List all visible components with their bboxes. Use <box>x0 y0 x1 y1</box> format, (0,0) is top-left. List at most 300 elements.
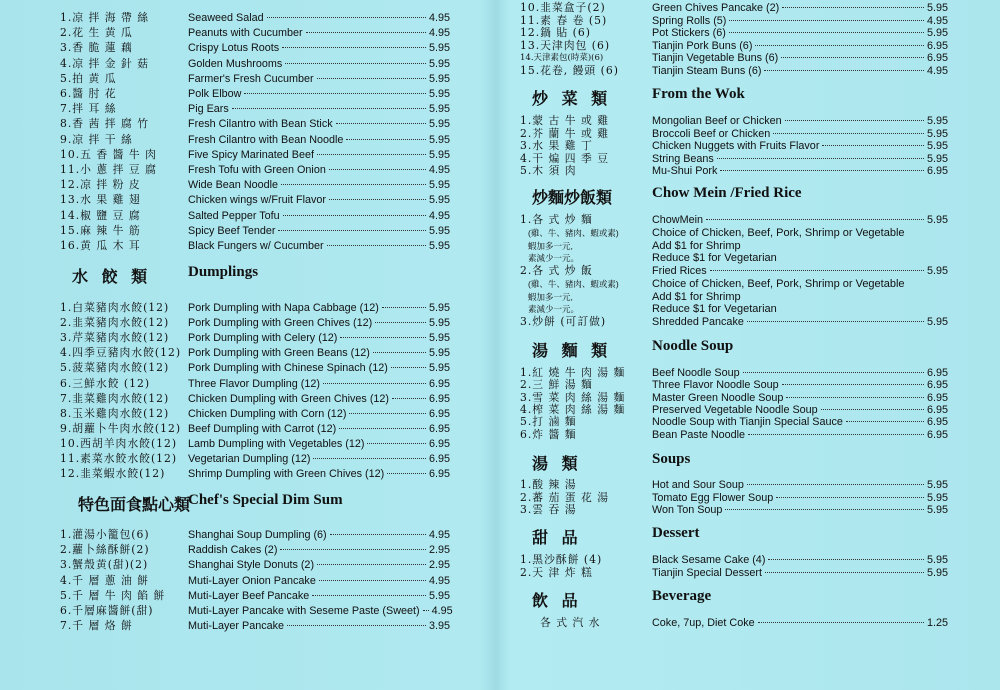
item-price: 6.95 <box>428 377 450 390</box>
item-chinese-name: 11.素 春 卷 (5) <box>520 13 608 27</box>
section-english-title: Beverage <box>652 588 712 604</box>
leader-dots <box>327 245 426 246</box>
item-english-line <box>188 574 450 588</box>
item-english-line <box>188 361 450 375</box>
item-price: 3.95 <box>428 620 450 633</box>
item-price: 5.95 <box>926 491 948 504</box>
item-price: 4.95 <box>428 529 450 541</box>
item-name: Mu-Shui Pork <box>652 165 718 178</box>
item-price: 4.95 <box>428 209 450 222</box>
item-chinese-name: 15.麻 辣 牛 筋 <box>60 223 141 237</box>
item-name: Polk Elbow <box>188 88 242 100</box>
leader-dots <box>786 397 924 398</box>
leader-dots <box>339 428 426 429</box>
item-name: Hot and Sour Soup <box>652 479 744 491</box>
item-name: Pork Dumpling with Green Chives (12) <box>188 317 373 330</box>
menu-row <box>60 301 460 315</box>
leader-dots <box>346 139 426 140</box>
item-chinese-name: 2.三 鮮 湯 麵 <box>520 378 593 392</box>
section-english-title: Noodle Soup <box>652 338 734 354</box>
item-chinese-name: 14.椒 鹽 豆 腐 <box>60 208 141 222</box>
item-price: 2.95 <box>428 544 450 557</box>
item-price: 5.95 <box>926 566 948 579</box>
leader-dots <box>278 230 426 231</box>
menu-row <box>60 163 460 177</box>
section-english-title: Chef's Special Dim Sum <box>188 492 343 508</box>
menu-row <box>60 57 460 71</box>
item-english-line <box>188 57 450 71</box>
item-chinese-name: 4.凉 拌 金 針 菇 <box>60 56 150 70</box>
section-chinese-title: 甜 品 <box>532 528 582 547</box>
item-name: Preserved Vegetable Noodle Soup <box>652 403 818 416</box>
item-name: Three Flavor Noodle Soup <box>652 379 779 392</box>
item-english-line <box>188 407 450 421</box>
item-english-line <box>188 209 450 223</box>
item-price: 6.95 <box>428 407 450 420</box>
menu-row <box>520 616 950 630</box>
item-english-line <box>652 315 948 329</box>
menu-row <box>520 428 950 442</box>
item-name: Black Sesame Cake (4) <box>652 554 766 566</box>
menu-row <box>60 193 460 207</box>
item-name: Fried Rices <box>652 265 707 277</box>
item-chinese-name: 2.花 生 黄 瓜 <box>60 26 133 40</box>
leader-dots <box>387 473 426 474</box>
item-name: Tianjin Steam Buns (6) <box>652 64 762 77</box>
item-chinese-name: 7.韭菜雞肉水餃(12) <box>60 391 170 405</box>
item-name: Crispy Lotus Roots <box>188 42 280 55</box>
item-price: 5.95 <box>926 504 948 516</box>
item-chinese-name: 13.水 果 雞 翅 <box>60 193 141 207</box>
section-english-title: Dessert <box>652 525 700 541</box>
item-price: 4.95 <box>428 12 450 24</box>
item-price: 5.95 <box>926 265 948 277</box>
item-english-line <box>188 117 450 131</box>
item-chinese-name: 各 式 汽 水 <box>540 616 601 629</box>
section-chinese-title: 湯 類 <box>532 454 582 473</box>
item-price: 5.95 <box>428 148 450 161</box>
item-chinese-note: 素減少一元。 <box>528 304 580 314</box>
item-price: 5.95 <box>428 302 450 314</box>
item-price: 4.95 <box>428 27 450 40</box>
item-chinese-name: 12.韭菜蝦水餃(12) <box>60 467 166 481</box>
item-price: 6.95 <box>428 422 450 435</box>
leader-dots <box>764 70 924 71</box>
item-description: Add $1 for Shrimp <box>652 290 741 303</box>
item-price: 5.95 <box>926 2 948 14</box>
item-name: Fresh Tofu with Green Onion <box>188 164 326 176</box>
menu-row <box>520 164 950 178</box>
item-price: 5.95 <box>926 554 948 566</box>
item-price: 5.95 <box>926 479 948 491</box>
item-english-line <box>652 428 948 442</box>
item-english-line <box>188 331 450 345</box>
leader-dots <box>729 20 924 21</box>
item-price: 2.95 <box>428 559 450 572</box>
item-chinese-name: 3.雲 吞 湯 <box>520 503 577 516</box>
section-dessert <box>520 525 950 547</box>
item-english-line <box>188 316 450 330</box>
item-name: Spicy Beef Tender <box>188 224 276 237</box>
leader-dots <box>317 78 426 79</box>
item-name: Master Green Noodle Soup <box>652 391 784 404</box>
menu-row <box>60 11 460 25</box>
menu-row <box>60 316 460 330</box>
section-from-the-wok <box>520 86 950 108</box>
item-name: Shanghai Style Donuts (2) <box>188 559 315 572</box>
menu-row <box>60 72 460 86</box>
leader-dots <box>782 7 924 8</box>
leader-dots <box>232 108 426 109</box>
item-chinese-name: 13.天津肉包 (6) <box>520 38 611 52</box>
menu-row <box>520 315 950 329</box>
item-name: Chicken wings w/Fruit Flavor <box>188 194 326 207</box>
leader-dots <box>244 93 426 94</box>
menu-row <box>60 148 460 162</box>
leader-dots <box>285 63 426 64</box>
section-beverage <box>520 588 950 610</box>
item-name: Golden Mushrooms <box>188 57 283 70</box>
item-price: 6.95 <box>428 392 450 405</box>
leader-dots <box>329 199 426 200</box>
item-name: Chicken Dumpling with Green Chives (12) <box>188 392 390 405</box>
item-chinese-note: 蝦加多一元, <box>528 240 573 251</box>
item-chinese-name: 8.香 茜 拌 腐 竹 <box>60 117 150 131</box>
item-price: 6.95 <box>428 468 450 481</box>
menu-row <box>60 209 460 223</box>
item-english-line <box>188 422 450 436</box>
item-english-line <box>188 224 450 238</box>
item-english-line <box>188 239 450 253</box>
item-chinese-name: 3.芹菜豬肉水餃(12) <box>60 331 170 345</box>
menu-row <box>60 422 460 436</box>
item-english-line <box>188 72 450 86</box>
item-english-line <box>188 558 450 572</box>
item-price: 6.95 <box>926 416 948 429</box>
menu-row <box>520 503 950 517</box>
menu-row <box>60 392 460 406</box>
item-description: Reduce $1 for Vegetarian <box>652 252 777 264</box>
menu-row <box>60 178 460 192</box>
leader-dots <box>773 133 924 134</box>
item-chinese-note: 素減少一元。 <box>528 253 580 263</box>
item-price: 5.95 <box>428 240 450 252</box>
leader-dots <box>306 32 426 33</box>
item-price: 5.95 <box>428 118 450 131</box>
item-name: Chicken Nuggets with Fruits Flavor <box>652 140 820 153</box>
item-name: Muti-Layer Beef Pancake <box>188 589 310 602</box>
leader-dots <box>782 384 924 385</box>
item-name: Tianjin Vegetable Buns (6) <box>652 52 779 64</box>
item-price: 5.95 <box>428 179 450 192</box>
section-english-title: Chow Mein /Fried Rice <box>652 185 802 201</box>
item-price: 5.95 <box>926 152 948 165</box>
item-name: Spring Rolls (5) <box>652 14 727 27</box>
item-english-line <box>652 64 948 78</box>
item-chinese-name: 16.黄 瓜 木 耳 <box>60 239 141 252</box>
item-price: 5.95 <box>926 316 948 328</box>
item-chinese-name: 1.灌湯小籠包(6) <box>60 528 150 541</box>
section-chinese-title: 炒麵炒飯類 <box>532 188 613 207</box>
leader-dots <box>720 170 924 171</box>
menu-row <box>60 407 460 421</box>
menu-row <box>60 87 460 101</box>
menu-row <box>60 377 460 391</box>
item-price: 5.95 <box>428 194 450 207</box>
item-english-line <box>188 163 450 177</box>
item-chinese-name: 12.鍋 貼 (6) <box>520 26 591 39</box>
leader-dots <box>317 154 426 155</box>
item-price: 6.95 <box>926 165 948 178</box>
item-chinese-name: 6.醬 肘 花 <box>60 87 117 100</box>
item-chinese-name: 1.黑沙酥餅 (4) <box>520 553 603 566</box>
item-price: 5.95 <box>428 317 450 330</box>
item-chinese-name: 14.天津素包(時菜)(6) <box>520 53 604 63</box>
item-name: Chicken Dumpling with Corn (12) <box>188 407 347 420</box>
item-english-line <box>652 164 948 178</box>
section-chinese-title: 炒 菜 類 <box>532 89 612 108</box>
section-chinese-title: 水 餃 類 <box>72 267 152 286</box>
item-english-line <box>188 11 450 25</box>
leader-dots <box>367 443 426 444</box>
item-price: 5.95 <box>428 42 450 55</box>
item-english-line <box>188 148 450 162</box>
item-chinese-name: 10.西胡羊肉水餃(12) <box>60 436 178 450</box>
item-chinese-name: 12.凉 拌 粉 皮 <box>60 178 141 192</box>
leader-dots <box>717 158 924 159</box>
leader-dots <box>382 307 426 308</box>
item-price: 5.95 <box>428 103 450 116</box>
item-price: 6.95 <box>926 428 948 441</box>
item-name: Lamb Dumpling with Vegetables (12) <box>188 437 365 450</box>
item-price: 4.95 <box>428 164 450 176</box>
item-price: 6.95 <box>926 391 948 404</box>
item-chinese-name: 3.雪 菜 肉 絲 湯 麵 <box>520 390 626 404</box>
item-chinese-name: 7.拌 耳 絲 <box>60 102 117 116</box>
item-name: Pork Dumpling with Chinese Spinach (12) <box>188 362 388 375</box>
section-soups <box>520 451 950 473</box>
item-name: Bean Paste Noodle <box>652 428 746 441</box>
item-name: Peanuts with Cucumber <box>188 27 303 40</box>
menu-row <box>60 239 460 253</box>
leader-dots <box>755 45 924 46</box>
item-english-line <box>188 346 450 360</box>
item-name: Fresh Cilantro with Bean Stick <box>188 118 333 131</box>
item-name: Green Chives Pancake (2) <box>652 2 780 14</box>
item-description: Reduce $1 for Vegetarian <box>652 303 777 315</box>
leader-dots <box>706 219 924 220</box>
leader-dots <box>710 270 924 271</box>
item-price: 4.95 <box>926 64 948 77</box>
item-english-line <box>188 392 450 406</box>
item-english-line <box>188 604 453 618</box>
leader-dots <box>765 572 924 573</box>
menu-row <box>60 41 460 55</box>
leader-dots <box>743 372 924 373</box>
item-name: Wide Bean Noodle <box>188 179 279 192</box>
item-chinese-name: 2.蕃 茄 蛋 花 湯 <box>520 490 610 504</box>
item-price: 6.95 <box>926 379 948 392</box>
leader-dots <box>392 398 426 399</box>
item-name: Black Fungers w/ Cucumber <box>188 240 324 252</box>
item-english-line <box>188 41 450 55</box>
item-english-line <box>188 301 450 315</box>
leader-dots <box>373 352 426 353</box>
item-english-line <box>652 566 948 580</box>
item-chinese-note: (雞、牛、豬肉、蝦或素) <box>528 228 619 238</box>
item-price: 1.25 <box>926 617 948 629</box>
item-price: 5.95 <box>926 115 948 127</box>
menu-row <box>60 117 460 131</box>
menu-row <box>60 543 460 557</box>
leader-dots <box>747 484 924 485</box>
item-chinese-name: 10.韭菜盒子(2) <box>520 1 606 14</box>
menu-row <box>60 26 460 40</box>
item-name: Muti-Layer Onion Pancake <box>188 574 316 587</box>
item-chinese-name: 1.蒙 古 牛 或 雞 <box>520 114 610 127</box>
menu-row <box>520 64 950 78</box>
leader-dots <box>312 595 426 596</box>
menu-row <box>60 133 460 147</box>
leader-dots <box>280 549 426 550</box>
item-name: String Beans <box>652 152 714 165</box>
item-name: Coke, 7up, Diet Coke <box>652 617 755 629</box>
item-chinese-name: 2.芥 蘭 牛 或 雞 <box>520 126 610 140</box>
item-english-line <box>188 26 450 40</box>
item-price: 5.95 <box>428 88 450 100</box>
item-chinese-name: 2.蘿卜絲酥餅(2) <box>60 543 150 557</box>
item-name: Pork Dumpling with Napa Cabbage (12) <box>188 302 379 314</box>
item-price: 4.95 <box>926 14 948 27</box>
item-english-line <box>188 452 450 466</box>
leader-dots <box>776 497 924 498</box>
item-name: ChowMein <box>652 214 704 226</box>
section-english-title: Soups <box>652 451 691 467</box>
menu-row <box>520 213 950 227</box>
section-dim-sum <box>60 492 460 514</box>
menu-row <box>60 346 460 360</box>
leader-dots <box>287 625 426 626</box>
item-chinese-name: 8.玉米雞肉水餃(12) <box>60 406 170 420</box>
item-price: 5.95 <box>428 332 450 345</box>
menu-row <box>60 331 460 345</box>
item-chinese-name: 6.三鮮水餃 (12) <box>60 376 151 390</box>
item-english-line <box>188 87 450 101</box>
item-chinese-name: 5.千 層 牛 肉 餡 餅 <box>60 588 166 602</box>
section-chinese-title: 飲 品 <box>532 591 582 610</box>
item-chinese-name: 11.素菜水餃水餃(12) <box>60 452 178 465</box>
leader-dots <box>391 367 426 368</box>
leader-dots <box>340 337 426 338</box>
item-name: Pork Dumpling with Green Beans (12) <box>188 347 370 360</box>
item-chinese-name: 3.炒餅 (可訂做) <box>520 315 607 328</box>
item-price: 4.95 <box>428 574 450 587</box>
item-name: Muti-Layer Pancake <box>188 620 285 633</box>
menu-row <box>60 604 460 618</box>
item-price: 5.95 <box>926 140 948 153</box>
leader-dots <box>336 123 426 124</box>
leader-dots <box>329 169 426 170</box>
item-english-line <box>188 619 450 633</box>
item-name: Shanghai Soup Dumpling (6) <box>188 529 327 541</box>
item-name: Pot Stickers (6) <box>652 27 726 39</box>
item-chinese-name: 4.千 層 蔥 油 餅 <box>60 573 150 587</box>
leader-dots <box>282 47 426 48</box>
item-english-line <box>652 213 948 227</box>
item-chinese-name: 3.水 果 雞 丁 <box>520 139 593 153</box>
leader-dots <box>323 383 426 384</box>
item-chinese-name: 2.韭菜豬肉水餃(12) <box>60 316 170 330</box>
leader-dots <box>725 509 924 510</box>
leader-dots <box>821 409 924 410</box>
item-price: 5.95 <box>428 362 450 375</box>
item-name: Shredded Pancake <box>652 316 744 328</box>
item-name: Farmer's Fresh Cucumber <box>188 72 314 85</box>
item-chinese-name: 1.白菜豬肉水餃(12) <box>60 301 170 314</box>
menu-row <box>520 264 950 278</box>
item-chinese-name: 11.小 蔥 拌 豆 腐 <box>60 163 157 176</box>
item-chinese-name: 4.干 煸 四 季 豆 <box>520 151 610 165</box>
leader-dots <box>758 622 924 623</box>
section-english-title: Dumplings <box>188 264 259 280</box>
leader-dots <box>283 215 426 216</box>
item-name: Tomato Egg Flower Soup <box>652 491 774 504</box>
item-price: 5.95 <box>926 214 948 226</box>
item-chinese-name: 15.花卷, 饅頭 (6) <box>520 63 619 77</box>
item-price: 4.95 <box>431 605 453 617</box>
leader-dots <box>748 434 924 435</box>
item-name: Mongolian Beef or Chicken <box>652 115 782 127</box>
leader-dots <box>267 17 426 18</box>
item-name: Five Spicy Marinated Beef <box>188 148 315 161</box>
section-noodle-soup <box>520 338 950 360</box>
item-price: 6.95 <box>926 39 948 52</box>
item-price: 6.95 <box>926 403 948 416</box>
item-price: 5.95 <box>428 133 450 146</box>
item-chinese-name: 7.千 層 烙 餅 <box>60 619 133 633</box>
menu-row <box>60 619 460 633</box>
item-name: Tianjin Pork Buns (6) <box>652 39 753 52</box>
item-name: Shrimp Dumpling with Green Chives (12) <box>188 468 385 481</box>
item-chinese-name: 3.香 脆 蓮 藕 <box>60 41 133 55</box>
item-chinese-name: 4.四季豆豬肉水餃(12) <box>60 346 182 360</box>
item-price: 5.95 <box>428 224 450 237</box>
item-price: 6.95 <box>926 52 948 64</box>
item-chinese-name: 9.凉 拌 干 絲 <box>60 132 133 146</box>
menu-row <box>60 574 460 588</box>
item-english-line <box>188 437 450 451</box>
item-description: Add $1 for Shrimp <box>652 239 741 252</box>
item-price: 6.95 <box>428 453 450 465</box>
leader-dots <box>281 184 426 185</box>
menu-row <box>60 528 460 542</box>
item-english-line <box>652 616 948 630</box>
item-price: 6.95 <box>926 367 948 379</box>
item-name: Tianjin Special Dessert <box>652 566 763 579</box>
section-chinese-title: 特色面食點心類 <box>78 495 191 514</box>
item-price: 5.95 <box>428 72 450 85</box>
menu-row <box>60 224 460 238</box>
leader-dots <box>781 57 924 58</box>
item-chinese-name: 4.榨 菜 肉 絲 湯 麵 <box>520 402 626 416</box>
leader-dots <box>747 321 924 322</box>
leader-dots <box>846 421 924 422</box>
menu-row <box>60 437 460 451</box>
item-english-line <box>188 102 450 116</box>
item-price: 5.95 <box>428 589 450 602</box>
item-chinese-name: 1.各 式 炒 麵 <box>520 213 593 226</box>
item-chinese-note: (雞、牛、豬肉、蝦或素) <box>528 279 619 289</box>
